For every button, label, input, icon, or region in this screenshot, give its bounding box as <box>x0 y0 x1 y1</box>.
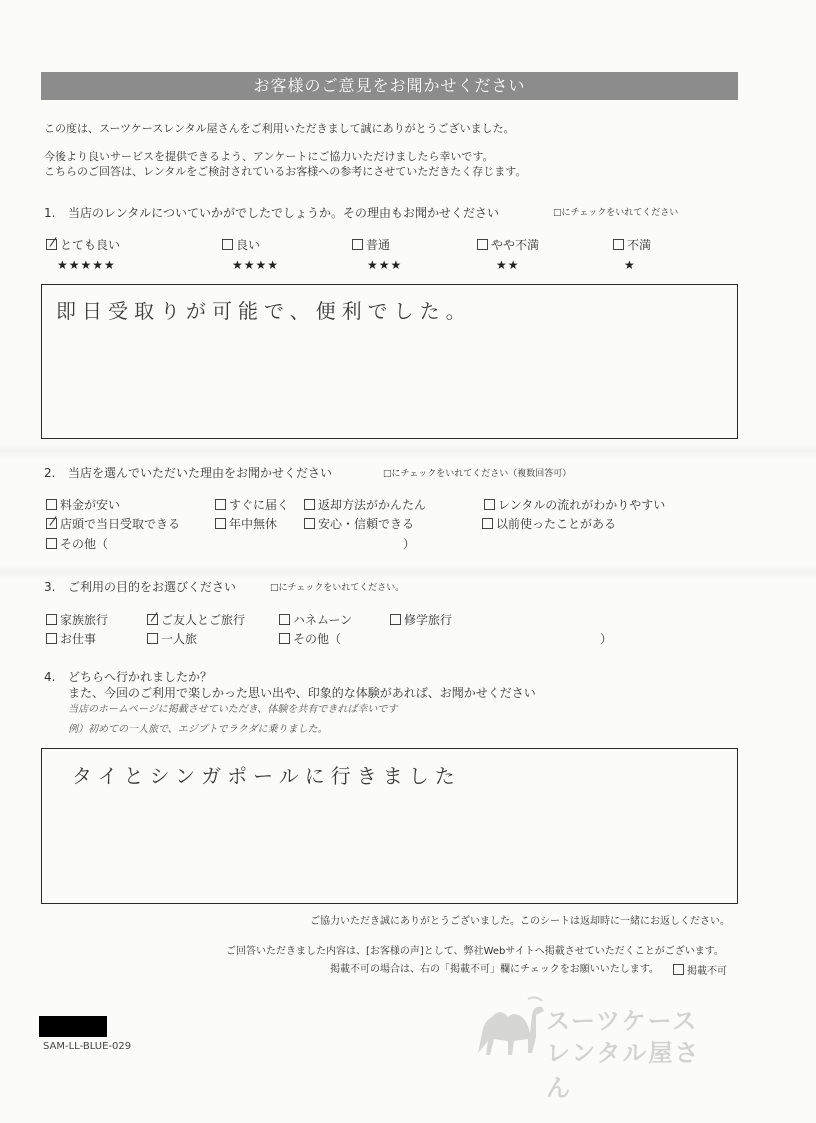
q4-question-detail: また、今回のご利用で楽しかった思い出や、印象的な体験があれば、お聞かせください <box>68 686 536 700</box>
checkbox-icon[interactable] <box>46 499 57 510</box>
checkbox-icon[interactable] <box>46 538 57 549</box>
q2-option-label: 以前使ったことがある <box>496 517 617 531</box>
q2-option-label: 年中無休 <box>229 517 278 531</box>
rating-stars-4: ★★★★ <box>232 258 280 272</box>
checkbox-icon[interactable] <box>279 614 290 625</box>
q3-other-close: ） <box>600 632 613 646</box>
q1-option-label: とても良い <box>60 238 121 252</box>
q2-option-open-all-year[interactable] <box>215 517 277 531</box>
rating-stars-2: ★★ <box>496 258 520 272</box>
intro-line-1: この度は、スーツケースレンタル屋さんをご利用いただきまして誠にありがとうございました。 <box>44 122 515 135</box>
title-bar <box>41 72 738 100</box>
logo-text-line-1: スーツケース <box>546 1007 699 1035</box>
q1-option-label: 良い <box>236 238 261 252</box>
q3-option-label: 家族旅行 <box>60 613 109 627</box>
q3-hint: □にチェックをいれてください。 <box>270 583 405 593</box>
checkbox-icon[interactable] <box>147 633 158 644</box>
checkbox-icon[interactable] <box>352 239 363 250</box>
q1-option-average[interactable] <box>352 238 390 252</box>
company-logo <box>470 993 720 1102</box>
q3-number: 3. <box>44 580 56 594</box>
q2-option-trust[interactable] <box>304 517 414 531</box>
optout-checkbox[interactable] <box>673 964 727 978</box>
checkbox-icon[interactable] <box>613 239 624 250</box>
q1-option-label: 普通 <box>366 238 391 252</box>
q2-hint: □にチェックをいれてください（複数回答可） <box>383 469 572 479</box>
q2-option-label: 安心・信頼できる <box>318 517 415 531</box>
checkbox-icon[interactable] <box>222 239 233 250</box>
q1-option-very-good[interactable] <box>46 238 120 252</box>
checkbox-icon[interactable] <box>390 614 401 625</box>
q3-option-label: ご友人とご旅行 <box>161 613 246 627</box>
q3-question: ご利用の目的をお選びください <box>68 580 237 594</box>
optout-label: 掲載不可 <box>687 966 727 977</box>
footer-optout-instruction: 掲載不可の場合は、右の「掲載不可」欄にチェックをお願いいたします。 <box>330 964 659 975</box>
checkbox-icon[interactable] <box>215 518 226 529</box>
q4-question: どちらへ行かれましたか？ <box>68 670 213 684</box>
q1-option-somewhat-dissatisfied[interactable] <box>477 238 539 252</box>
q2-option-other[interactable] <box>46 537 108 551</box>
paper-fold <box>0 444 816 458</box>
sheet-code: SAM-LL-BLUE-029 <box>43 1041 132 1052</box>
q2-option-same-day-pickup[interactable] <box>46 517 180 531</box>
q3-option-honeymoon[interactable] <box>279 613 352 627</box>
logo-text-line-2: レンタル屋さん <box>546 1039 701 1102</box>
q2-option-easy-return[interactable] <box>304 498 426 512</box>
q1-question: 当店のレンタルについていかがでしたでしょうか。その理由もお聞かせください <box>68 206 499 220</box>
q3-option-label: ハネムーン <box>293 613 353 627</box>
checkbox-icon[interactable] <box>215 499 226 510</box>
footer-thanks: ご協力いただき誠にありがとうございました。このシートは返却時に一緒にお返しください。 <box>310 916 730 927</box>
q2-number: 2. <box>44 466 56 480</box>
checkbox-icon[interactable] <box>46 633 57 644</box>
q1-answer-box[interactable] <box>41 284 738 439</box>
q2-question: 当店を選んでいただいた理由をお聞かせください <box>68 466 333 480</box>
rating-stars-3: ★★★ <box>367 258 403 272</box>
q3-option-solo-trip[interactable] <box>147 632 197 646</box>
footer-publish-notice: ご回答いただきました内容は、[お客様の声]として、弊社Webサイトへ掲載させていただくことがございます。 <box>226 946 724 957</box>
q4-note: 当店のホームページに掲載させていただき、体験を共有できれば幸いです <box>68 704 398 715</box>
q3-option-label: お仕事 <box>60 632 97 646</box>
camel-icon <box>470 993 550 1068</box>
checkbox-icon[interactable] <box>304 499 315 510</box>
redacted-block <box>39 1016 107 1037</box>
q1-option-label: 不満 <box>627 238 652 252</box>
q3-other-label: その他（ <box>293 632 342 646</box>
q3-option-friends-trip[interactable] <box>147 613 245 627</box>
q3-option-label: 一人旅 <box>161 632 198 646</box>
q2-other-close: ） <box>403 537 416 551</box>
q1-option-label: やや不満 <box>491 238 540 252</box>
q2-option-label: 料金が安い <box>60 498 121 512</box>
paper-fold <box>0 565 816 579</box>
q4-handwritten-answer: タイとシンガポールに行きました <box>72 764 461 788</box>
q3-option-business[interactable] <box>46 632 96 646</box>
q2-option-price[interactable] <box>46 498 120 512</box>
q2-option-label: レンタルの流れがわかりやすい <box>498 498 666 512</box>
checkbox-checked-icon[interactable] <box>46 239 57 250</box>
q2-other-label: その他（ <box>60 537 109 551</box>
checkbox-icon[interactable] <box>673 964 684 975</box>
q4-answer-box[interactable] <box>41 748 738 904</box>
q2-option-label: 返却方法がかんたん <box>318 498 427 512</box>
checkbox-icon[interactable] <box>304 518 315 529</box>
checkbox-checked-icon[interactable] <box>46 518 57 529</box>
checkbox-icon[interactable] <box>477 239 488 250</box>
q3-option-family-trip[interactable] <box>46 613 108 627</box>
rating-stars-1: ★ <box>624 258 636 272</box>
checkbox-icon[interactable] <box>46 614 57 625</box>
q2-option-label: 店頭で当日受取できる <box>60 517 181 531</box>
q3-option-other[interactable] <box>279 632 341 646</box>
q2-option-fast-delivery[interactable] <box>215 498 289 512</box>
q2-option-clear-flow[interactable] <box>484 498 665 512</box>
rating-stars-5: ★★★★★ <box>57 258 116 272</box>
intro-line-3: こちらのご回答は、レンタルをご検討されているお客様への参考にさせていただきたく存じます。 <box>44 165 527 178</box>
q1-handwritten-answer: 即日受取りが可能で、便利でした。 <box>56 299 472 323</box>
q1-number: 1. <box>44 206 56 220</box>
q3-option-label: 修学旅行 <box>404 613 453 627</box>
checkbox-icon[interactable] <box>279 633 290 644</box>
q4-number: 4. <box>44 670 56 684</box>
q2-option-label: すぐに届く <box>229 498 290 512</box>
q1-hint: □にチェックをいれてください <box>553 208 679 218</box>
q1-option-dissatisfied[interactable] <box>613 238 651 252</box>
intro-line-2: 今後より良いサービスを提供できるよう、アンケートにご協力いただけましたら幸いです。 <box>44 150 494 163</box>
q2-option-used-before[interactable] <box>482 517 616 531</box>
checkbox-icon[interactable] <box>482 518 493 529</box>
q3-option-school-trip[interactable] <box>390 613 452 627</box>
checkbox-checked-icon[interactable] <box>147 614 158 625</box>
checkbox-icon[interactable] <box>484 499 495 510</box>
page-title: お客様のご意見をお聞かせください <box>253 76 526 95</box>
q1-option-good[interactable] <box>222 238 260 252</box>
q4-example: 例）初めての一人旅で、エジプトでラクダに乗りました。 <box>68 724 328 735</box>
